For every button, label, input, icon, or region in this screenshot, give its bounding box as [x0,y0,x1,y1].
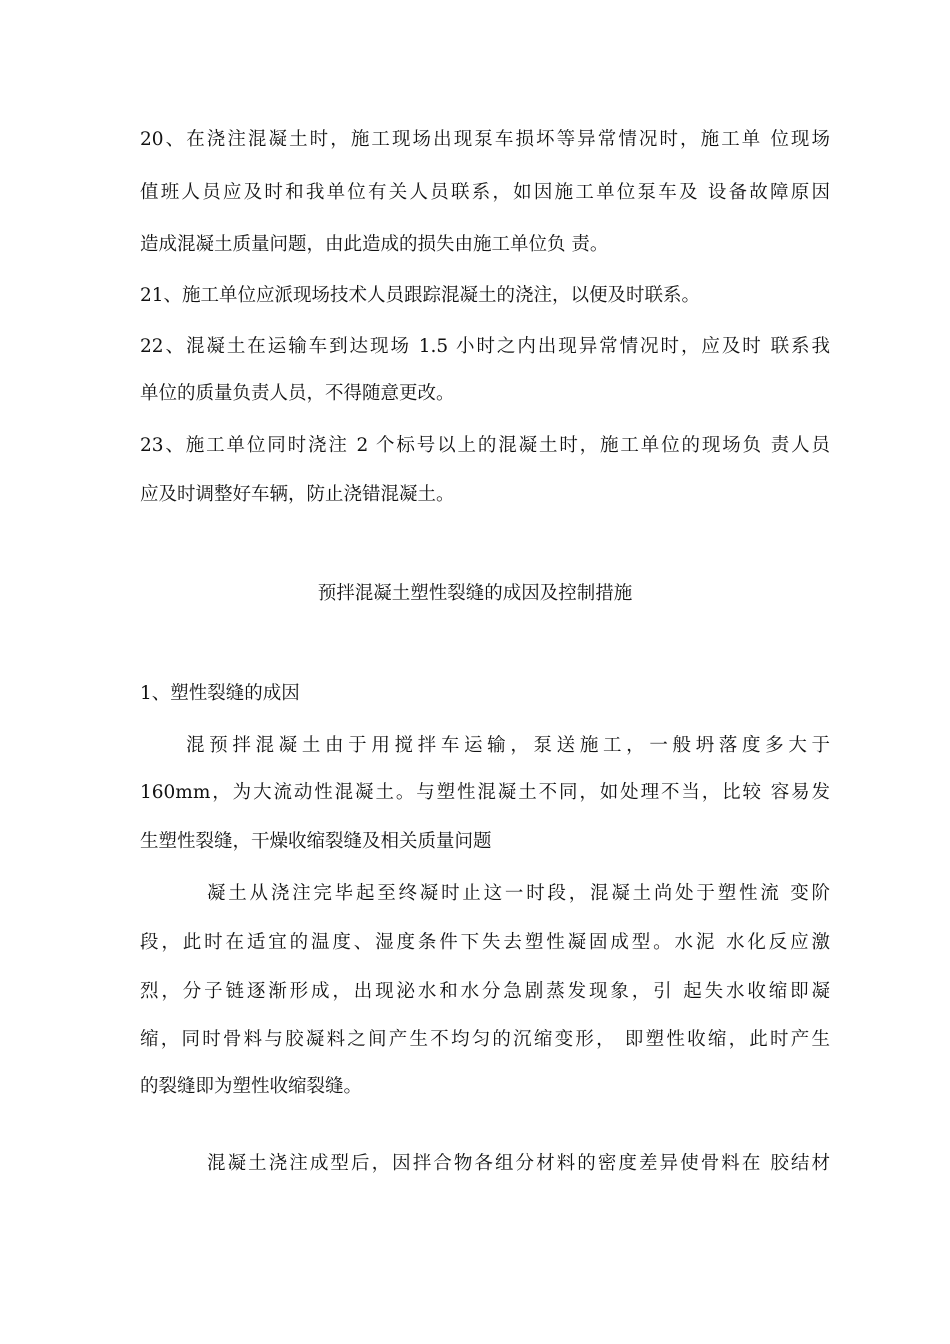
para2-line-5: 的裂缝即为塑性收缩裂缝。 [140,1076,363,1097]
item-23-line-1: 23、施工单位同时浇注 2 个标号以上的混凝土时，施工单位的现场负 责人员 [140,435,830,456]
item-20-line-1: 20、在浇注混凝土时，施工现场出现泵车损坏等异常情况时，施工单 位现场 [140,129,830,150]
para1-line-1: 混预拌混凝土由于用搅拌车运输，泵送施工，一般坍落度多大于 [186,735,830,756]
para2-line-2: 段，此时在适宜的温度、湿度条件下失去塑性凝固成型。水泥 水化反应激 [140,932,830,953]
item-20-line-3: 造成混凝土质量问题，由此造成的损失由施工单位负 责。 [140,234,609,255]
para3-line-1: 混凝土浇注成型后，因拌合物各组分材料的密度差异使骨料在 胶结材 [207,1153,830,1174]
para1-line-3: 生塑性裂缝，干燥收缩裂缝及相关质量问题 [140,831,492,852]
para2-line-4: 缩，同时骨料与胶凝料之间产生不均匀的沉缩变形， 即塑性收缩，此时产生 [140,1029,830,1050]
para1-line-2: 160mm，为大流动性混凝土。与塑性混凝土不同，如处理不当，比较 容易发 [140,782,830,803]
item-22-line-2: 单位的质量负责人员，不得随意更改。 [140,383,455,404]
item-20-line-2: 值班人员应及时和我单位有关人员联系，如因施工单位泵车及 设备故障原因 [140,182,830,203]
item-23-line-2: 应及时调整好车辆，防止浇错混凝土。 [140,484,455,505]
para2-line-1: 凝土从浇注完毕起至终凝时止这一时段，混凝土尚处于塑性流 变阶 [207,883,830,904]
section-title: 预拌混凝土塑性裂缝的成因及控制措施 [317,583,633,604]
subheading: 1、塑性裂缝的成因 [140,683,300,704]
para2-line-3: 烈，分子链逐渐形成，出现泌水和水分急剧蒸发现象，引 起失水收缩即凝 [140,981,830,1002]
item-22-line-1: 22、混凝土在运输车到达现场 1.5 小时之内出现异常情况时，应及时 联系我 [140,336,830,357]
item-21-line-1: 21、施工单位应派现场技术人员跟踪混凝土的浇注，以便及时联系。 [140,285,701,306]
